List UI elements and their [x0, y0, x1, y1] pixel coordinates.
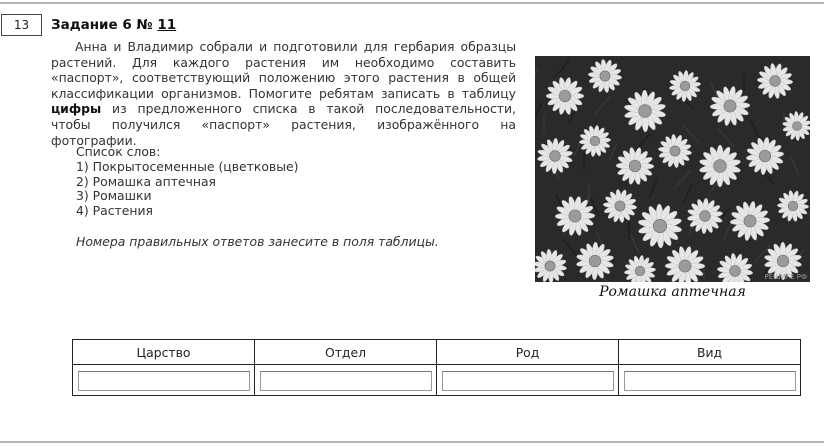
header-kingdom: Царство — [73, 340, 255, 365]
chamomile-photo-image — [535, 56, 810, 282]
chamomile-photo — [535, 56, 810, 282]
answer-table-input-row — [73, 365, 801, 396]
word-list-item: 1) Покрытосеменные (цветковые) — [76, 158, 299, 174]
chamomile-flower — [658, 134, 692, 168]
chamomile-flower — [782, 111, 810, 141]
chamomile-flower — [576, 242, 614, 280]
task-heading — [51, 17, 176, 33]
chamomile-flower — [624, 90, 666, 132]
chamomile-flower — [730, 201, 770, 241]
task-text-start: Анна и Владимир собрали и подготовили для гербария образцы растений. Для каждого растения им необходимо составить «паспорт», соответствующий положению этого растения в общей классификации организмов. Помогите ребятам записать в таблицу — [51, 39, 516, 101]
task-heading-prefix: Задание 6 № — [51, 17, 158, 33]
task-description — [51, 39, 516, 148]
chamomile-flower — [746, 137, 784, 175]
word-list-item: 4) Растения — [76, 203, 153, 219]
photo-caption: Ромашка аптечная — [599, 284, 746, 300]
chamomile-flower — [537, 138, 573, 174]
word-list-title: Список слов: — [76, 144, 161, 159]
header-species: Вид — [619, 340, 801, 365]
word-list — [76, 145, 298, 219]
chamomile-flower — [669, 70, 701, 102]
chamomile-flower — [624, 255, 656, 282]
chamomile-flower — [699, 145, 741, 187]
task-text-bold: цифры — [51, 101, 102, 117]
chamomile-flower — [603, 189, 637, 223]
chamomile-flower — [665, 246, 705, 282]
chamomile-flower — [757, 63, 793, 99]
chamomile-flower — [777, 190, 809, 222]
chamomile-flower — [535, 249, 567, 282]
photo-watermark: РЕШИГЕ РФ — [764, 273, 807, 281]
kingdom-input[interactable] — [78, 371, 250, 391]
word-list-item: 2) Ромашка аптечная — [76, 173, 217, 189]
species-input[interactable] — [624, 371, 796, 391]
division-input[interactable] — [260, 371, 432, 391]
task-number-link[interactable]: 11 — [157, 17, 177, 33]
task-text-end: из предложенного списка в такой последовательности, чтобы получился «паспорт» растения, изображённого на фотографии. — [51, 101, 516, 148]
question-number-box: 13 — [1, 14, 42, 36]
word-list-item: 3) Ромашки — [76, 188, 152, 204]
answer-table-header-row — [73, 340, 801, 365]
top-divider — [0, 2, 824, 4]
header-division: Отдел — [255, 340, 437, 365]
bottom-divider — [0, 441, 824, 443]
answer-instruction: Номера правильных ответов занесите в поля таблицы. — [76, 234, 439, 249]
genus-input[interactable] — [442, 371, 614, 391]
header-genus: Род — [437, 340, 619, 365]
chamomile-flower — [638, 204, 683, 248]
chamomile-flower — [616, 147, 654, 185]
chamomile-flower — [546, 77, 584, 115]
chamomile-flower — [588, 59, 622, 93]
chamomile-flower — [717, 253, 753, 282]
answer-table — [72, 339, 801, 396]
